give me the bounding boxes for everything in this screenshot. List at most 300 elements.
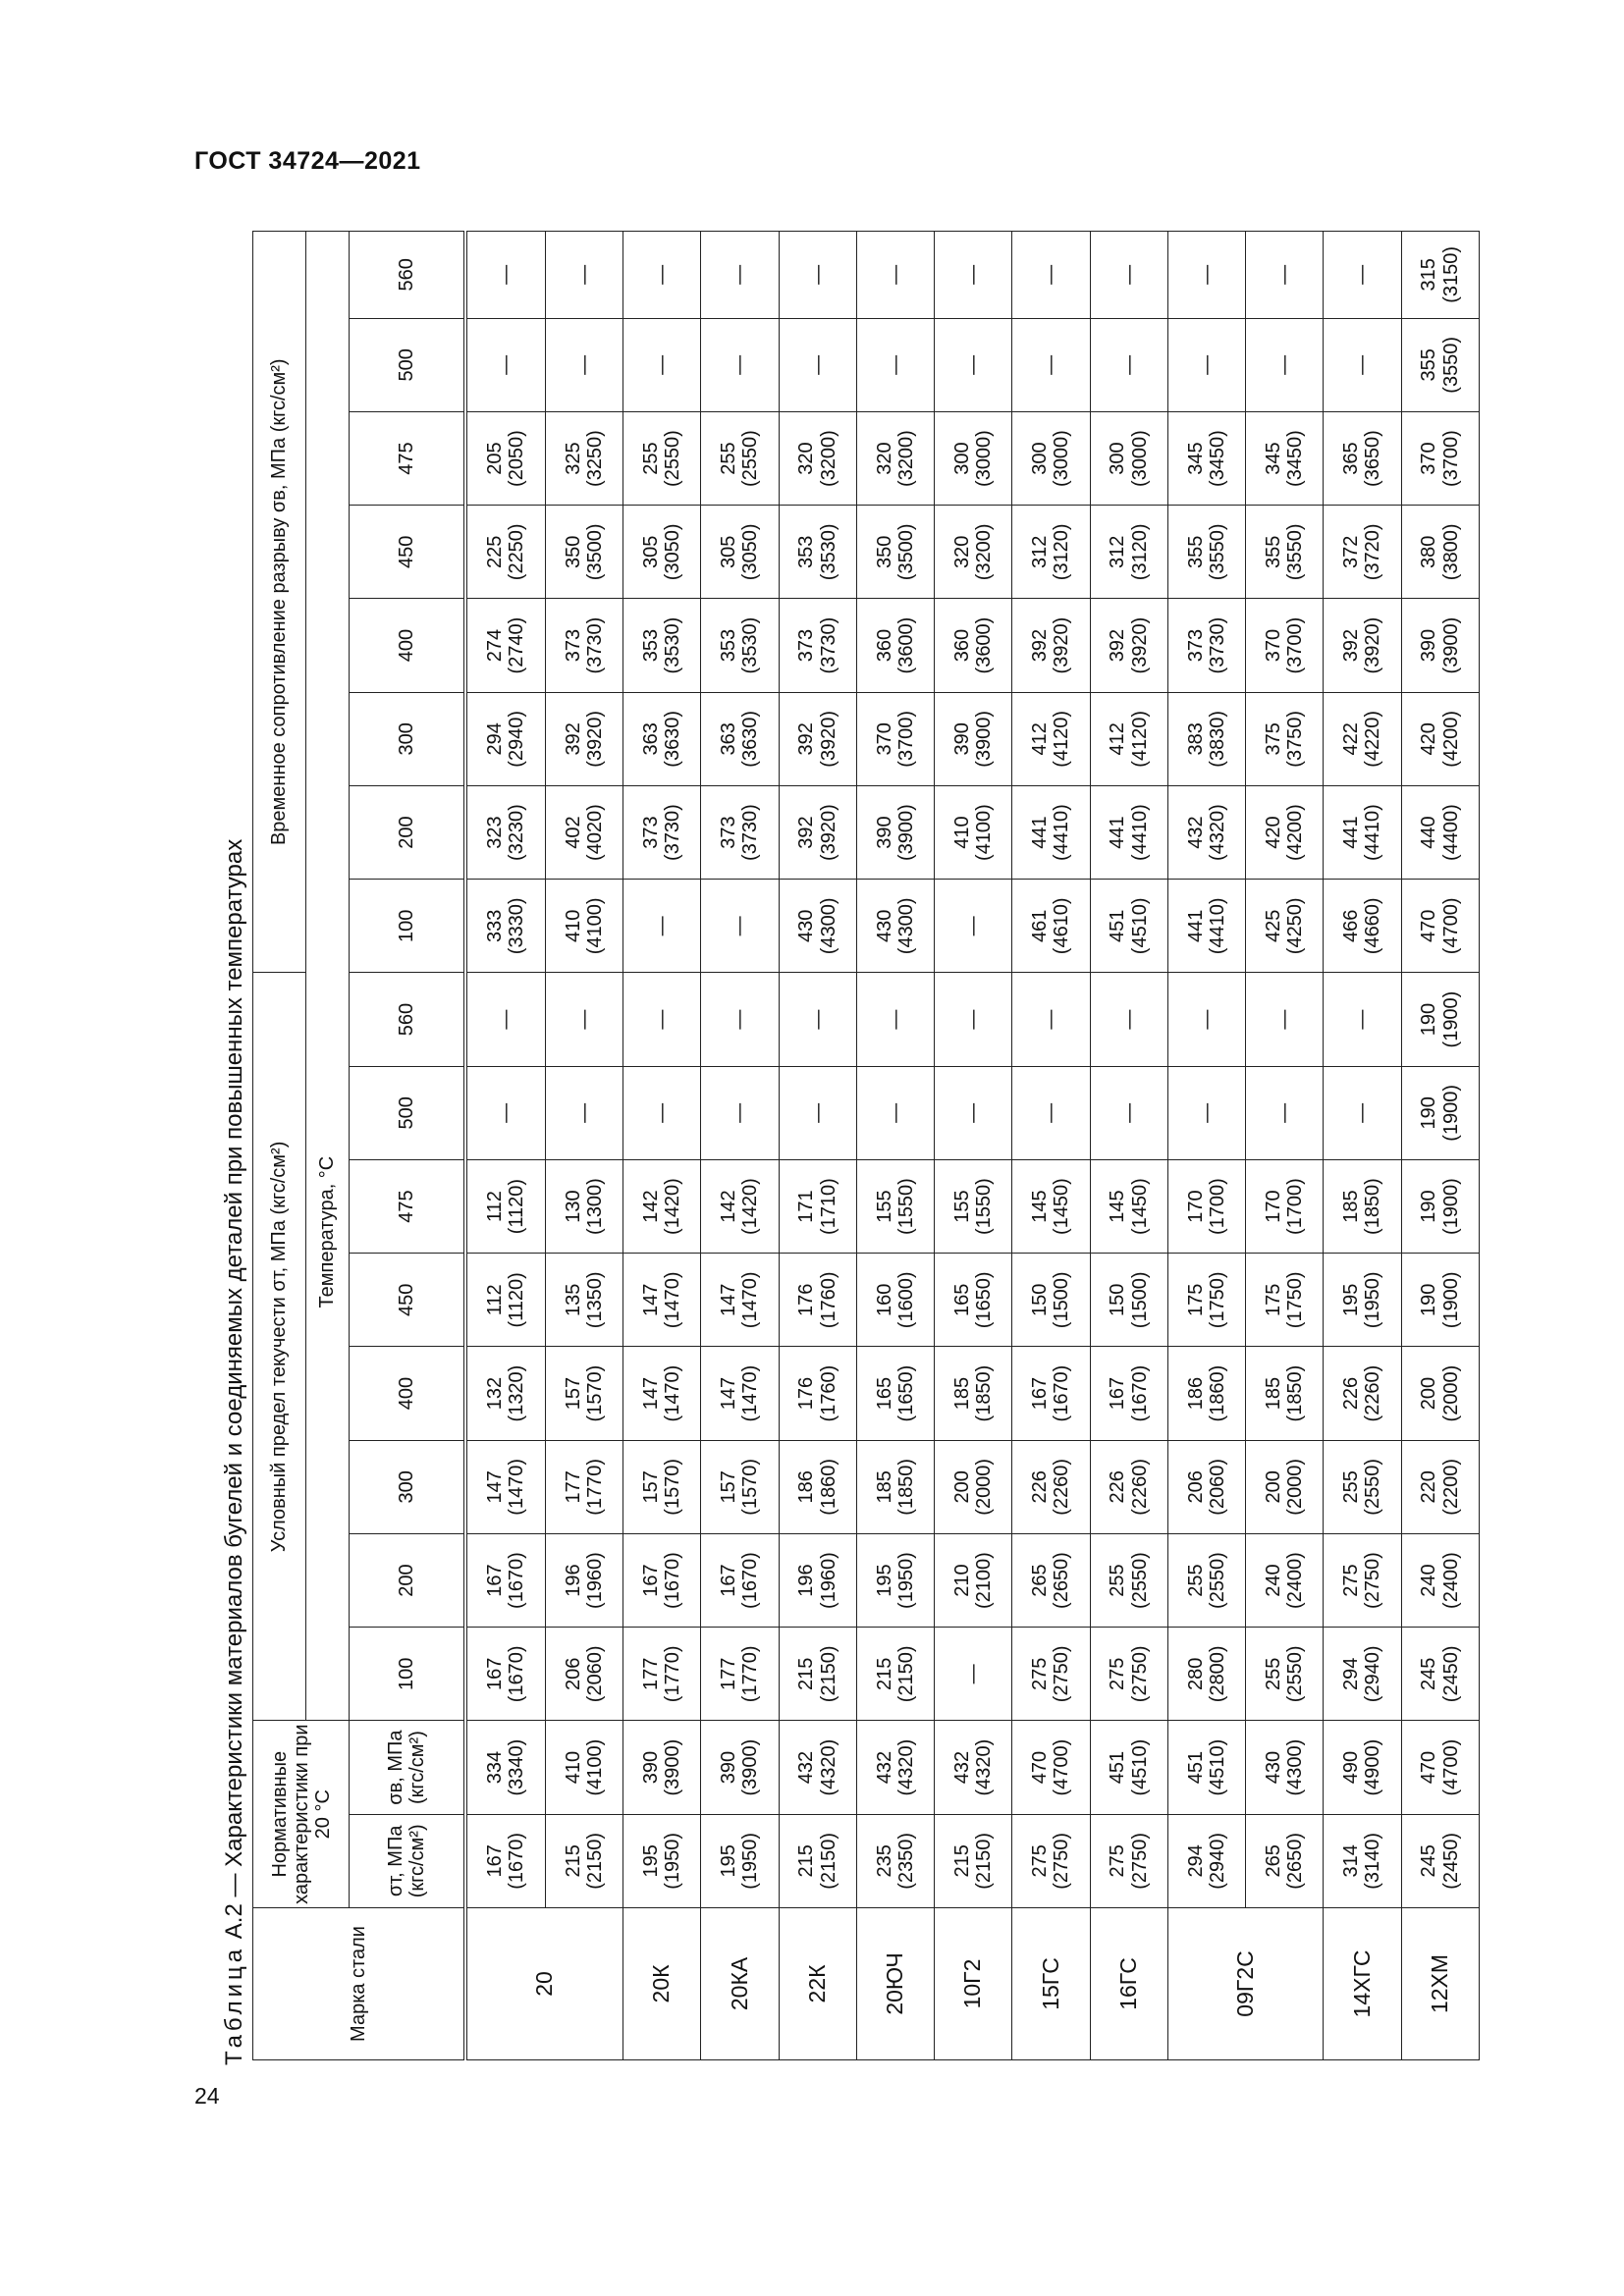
value-mpa: — xyxy=(1351,1009,1374,1030)
value-kgf: (3920) xyxy=(817,710,839,768)
value-mpa: 432 xyxy=(873,1750,895,1785)
value-cell xyxy=(701,1533,779,1627)
value-kgf: (4410) xyxy=(1206,897,1228,955)
value-mpa: 410 xyxy=(562,1750,584,1785)
yield-temp-450: 450 xyxy=(350,1254,465,1347)
value-mpa: 225 xyxy=(483,535,506,568)
value-mpa: 373 xyxy=(718,816,740,849)
value-mpa: 190 xyxy=(1418,1190,1440,1223)
value-cell xyxy=(465,1721,546,1814)
value-cell xyxy=(856,1440,934,1533)
value-mpa: 157 xyxy=(562,1376,584,1411)
value-cell xyxy=(701,411,779,505)
value-mpa: — xyxy=(1195,354,1218,375)
sigma-t-header: σт, МПа (кгс/см²) xyxy=(350,1814,465,1907)
value-cell xyxy=(1090,1440,1167,1533)
value-mpa: — xyxy=(729,354,751,375)
value-kgf: (4700) xyxy=(1439,897,1462,955)
value-mpa: 325 xyxy=(562,442,584,475)
value-cell xyxy=(701,232,779,319)
value-mpa: — xyxy=(1117,354,1140,375)
value-mpa: 372 xyxy=(1340,535,1363,568)
value-kgf: (1670) xyxy=(662,1552,684,1609)
table-row xyxy=(701,232,779,2060)
table-row xyxy=(1167,232,1245,2060)
value-cell xyxy=(623,232,701,319)
yield-temp-300: 300 xyxy=(350,1440,465,1533)
value-mpa: — xyxy=(806,1009,829,1030)
value-mpa: 255 xyxy=(1184,1564,1207,1597)
value-mpa: 220 xyxy=(1418,1470,1440,1504)
value-mpa: 430 xyxy=(1262,1750,1284,1785)
value-cell xyxy=(856,785,934,879)
value-mpa: 360 xyxy=(873,628,895,663)
value-cell xyxy=(545,880,623,973)
value-mpa: 390 xyxy=(1418,628,1440,663)
tensile-temp-400: 400 xyxy=(350,599,465,692)
value-mpa: — xyxy=(572,1009,595,1030)
value-kgf: (1850) xyxy=(973,1364,996,1422)
value-cell xyxy=(623,1254,701,1347)
value-cell xyxy=(1246,318,1324,411)
value-cell xyxy=(1246,599,1324,692)
value-cell xyxy=(856,1721,934,1814)
value-mpa: 373 xyxy=(562,628,584,663)
value-cell xyxy=(779,318,856,411)
value-mpa: 245 xyxy=(1418,1844,1440,1878)
value-cell xyxy=(935,318,1012,411)
value-kgf: (3120) xyxy=(1051,523,1073,581)
value-mpa: 215 xyxy=(562,1844,584,1878)
properties-table-wrapper xyxy=(252,231,1480,2060)
value-kgf: (1850) xyxy=(894,1458,917,1516)
value-kgf: (3340) xyxy=(506,1738,528,1796)
value-cell xyxy=(465,232,546,319)
value-kgf: (1950) xyxy=(894,1552,917,1609)
value-kgf: (4510) xyxy=(1206,1738,1228,1796)
value-cell xyxy=(779,880,856,973)
value-cell xyxy=(935,692,1012,785)
value-kgf: (3120) xyxy=(1128,523,1151,581)
value-cell xyxy=(623,599,701,692)
value-cell xyxy=(779,1533,856,1627)
value-mpa: 135 xyxy=(562,1283,584,1316)
value-kgf: (3500) xyxy=(894,523,917,581)
value-kgf: (1120) xyxy=(506,1272,528,1328)
value-kgf: (3530) xyxy=(662,616,684,674)
value-cell xyxy=(701,1628,779,1721)
value-kgf: (3750) xyxy=(1284,710,1307,768)
table-row xyxy=(1246,232,1324,2060)
value-cell xyxy=(779,1440,856,1533)
value-kgf: (2400) xyxy=(1439,1552,1462,1609)
value-cell xyxy=(935,1159,1012,1253)
value-mpa: — xyxy=(1195,1102,1218,1123)
value-kgf: (1570) xyxy=(662,1458,684,1516)
table-row xyxy=(623,232,701,2060)
value-mpa: 185 xyxy=(873,1470,895,1504)
value-kgf: (1470) xyxy=(506,1458,528,1516)
value-cell xyxy=(465,506,546,599)
value-cell xyxy=(1090,1066,1167,1159)
value-kgf: (3550) xyxy=(1439,336,1462,394)
value-cell xyxy=(1401,692,1479,785)
value-kgf: (1900) xyxy=(1439,1271,1462,1329)
value-kgf: (1450) xyxy=(1051,1178,1073,1235)
value-kgf: (2100) xyxy=(973,1552,996,1609)
yield-strength-header: Условный предел текучести σт, МПа (кгс/см²) xyxy=(253,973,306,1721)
value-cell xyxy=(701,599,779,692)
value-cell xyxy=(1246,1347,1324,1440)
value-mpa: 490 xyxy=(1340,1750,1363,1785)
value-kgf: (1770) xyxy=(739,1645,762,1703)
value-mpa: 350 xyxy=(873,535,895,568)
steel-grade-cell: 20ЮЧ xyxy=(856,1907,934,2059)
value-cell xyxy=(1090,692,1167,785)
value-cell xyxy=(1090,1347,1167,1440)
value-mpa: — xyxy=(962,1664,985,1684)
value-mpa: — xyxy=(1195,264,1218,285)
value-cell xyxy=(856,1347,934,1440)
steel-grade-cell: 14ХГС xyxy=(1324,1907,1401,2059)
value-cell xyxy=(1090,1254,1167,1347)
value-mpa: 160 xyxy=(873,1283,895,1316)
value-mpa: 392 xyxy=(1340,628,1363,663)
value-cell xyxy=(545,1159,623,1253)
value-cell xyxy=(935,1347,1012,1440)
value-mpa: 420 xyxy=(1262,816,1284,849)
value-mpa: — xyxy=(884,264,906,285)
value-mpa: — xyxy=(1040,264,1062,285)
value-kgf: (1950) xyxy=(662,1832,684,1890)
value-cell xyxy=(1090,411,1167,505)
value-cell xyxy=(856,1814,934,1907)
value-mpa: — xyxy=(962,916,985,936)
value-cell xyxy=(935,1066,1012,1159)
value-cell xyxy=(545,1721,623,1814)
value-mpa: 410 xyxy=(950,816,973,849)
value-mpa: 112 xyxy=(483,1284,506,1316)
value-mpa: — xyxy=(729,264,751,285)
value-mpa: 205 xyxy=(483,442,506,475)
value-kgf: (4100) xyxy=(973,804,996,861)
value-mpa: 333 xyxy=(483,909,506,942)
temperature-header: Температура, °С xyxy=(306,232,350,1721)
value-mpa: 190 xyxy=(1418,1283,1440,1316)
value-mpa: — xyxy=(1273,1102,1296,1123)
value-cell xyxy=(779,692,856,785)
value-mpa: — xyxy=(1117,1009,1140,1030)
value-cell xyxy=(701,1066,779,1159)
value-mpa: — xyxy=(1195,1009,1218,1030)
value-kgf: (4120) xyxy=(1051,710,1073,768)
value-mpa: 210 xyxy=(950,1564,973,1597)
value-cell xyxy=(935,1254,1012,1347)
value-cell xyxy=(701,1440,779,1533)
value-kgf: (3920) xyxy=(817,804,839,861)
value-mpa: 280 xyxy=(1184,1657,1207,1690)
value-mpa: 355 xyxy=(1262,535,1284,568)
value-kgf: (1570) xyxy=(739,1458,762,1516)
value-kgf: (2150) xyxy=(894,1645,917,1703)
value-kgf: (2050) xyxy=(506,430,528,487)
value-kgf: (1770) xyxy=(583,1458,606,1516)
value-cell xyxy=(1012,785,1090,879)
value-cell xyxy=(1401,973,1479,1066)
value-mpa: 470 xyxy=(1418,1750,1440,1785)
value-cell xyxy=(465,785,546,879)
value-kgf: (1700) xyxy=(1284,1178,1307,1235)
value-mpa: — xyxy=(1273,264,1296,285)
value-mpa: 265 xyxy=(1029,1564,1052,1597)
table-row xyxy=(1090,232,1167,2060)
value-mpa: — xyxy=(651,1009,674,1030)
value-mpa: 345 xyxy=(1184,442,1207,475)
steel-grade-cell: 09Г2С xyxy=(1167,1907,1324,2059)
value-mpa: 355 xyxy=(1418,348,1440,382)
value-cell xyxy=(1167,1440,1245,1533)
value-mpa: — xyxy=(494,1102,516,1123)
value-mpa: 390 xyxy=(873,816,895,849)
value-kgf: (3900) xyxy=(894,804,917,861)
properties-table xyxy=(252,231,1480,2060)
value-mpa: 175 xyxy=(1262,1283,1284,1316)
value-cell xyxy=(545,1254,623,1347)
value-cell xyxy=(856,880,934,973)
value-kgf: (1470) xyxy=(662,1271,684,1329)
value-mpa: — xyxy=(1040,1009,1062,1030)
value-kgf: (3450) xyxy=(1206,430,1228,487)
value-kgf: (2550) xyxy=(1206,1552,1228,1609)
value-kgf: (3700) xyxy=(1439,430,1462,487)
value-mpa: 432 xyxy=(795,1750,818,1785)
value-mpa: 274 xyxy=(483,628,506,663)
value-cell xyxy=(779,1254,856,1347)
value-cell xyxy=(1401,1440,1479,1533)
value-cell xyxy=(1324,232,1401,319)
value-kgf: (3920) xyxy=(1051,616,1073,674)
value-kgf: (1670) xyxy=(506,1552,528,1609)
value-kgf: (1670) xyxy=(1128,1364,1151,1422)
value-mpa: — xyxy=(651,1102,674,1123)
value-mpa: 196 xyxy=(795,1564,818,1597)
value-mpa: — xyxy=(1351,1102,1374,1123)
normative-header: Нормативные характеристики при 20 °С xyxy=(253,1721,350,1908)
tensile-temp-560: 560 xyxy=(350,232,465,319)
value-cell xyxy=(545,1814,623,1907)
value-kgf: (3900) xyxy=(973,710,996,768)
value-cell xyxy=(856,973,934,1066)
value-kgf: (3530) xyxy=(817,523,839,581)
value-kgf: (4300) xyxy=(894,897,917,955)
tensile-temp-450: 450 xyxy=(350,506,465,599)
value-cell xyxy=(1401,785,1479,879)
value-mpa: 451 xyxy=(1184,1750,1207,1785)
value-cell xyxy=(1012,880,1090,973)
value-cell xyxy=(1246,1440,1324,1533)
value-cell xyxy=(1324,1347,1401,1440)
value-mpa: 145 xyxy=(1107,1190,1129,1223)
value-mpa: 195 xyxy=(639,1844,662,1878)
tensile-temp-100: 100 xyxy=(350,880,465,973)
value-mpa: 275 xyxy=(1029,1844,1052,1878)
value-cell xyxy=(545,599,623,692)
value-mpa: 215 xyxy=(795,1844,818,1878)
value-cell xyxy=(779,1347,856,1440)
value-kgf: (4200) xyxy=(1439,710,1462,768)
value-mpa: — xyxy=(1351,264,1374,285)
value-kgf: (2260) xyxy=(1362,1364,1384,1422)
value-mpa: 312 xyxy=(1107,535,1129,568)
value-kgf: (2000) xyxy=(1439,1364,1462,1422)
value-kgf: (2550) xyxy=(1362,1458,1384,1516)
value-cell xyxy=(545,1440,623,1533)
value-cell xyxy=(1090,1814,1167,1907)
value-cell xyxy=(779,1721,856,1814)
value-mpa: 305 xyxy=(639,535,662,568)
value-cell xyxy=(935,1628,1012,1721)
value-cell xyxy=(1246,1066,1324,1159)
value-kgf: (2940) xyxy=(1362,1645,1384,1703)
table-row xyxy=(545,232,623,2060)
value-mpa: 147 xyxy=(718,1376,740,1411)
value-cell xyxy=(1012,411,1090,505)
value-kgf: (1760) xyxy=(817,1271,839,1329)
value-cell xyxy=(856,1533,934,1627)
value-kgf: (2000) xyxy=(1284,1458,1307,1516)
value-kgf: (1500) xyxy=(1051,1271,1073,1329)
value-kgf: (1420) xyxy=(662,1178,684,1235)
value-mpa: 370 xyxy=(1418,442,1440,475)
value-mpa: 312 xyxy=(1029,535,1052,568)
value-cell xyxy=(623,1066,701,1159)
value-kgf: (3000) xyxy=(1128,430,1151,487)
value-mpa: 215 xyxy=(873,1657,895,1690)
steel-grade-cell: 12ХМ xyxy=(1401,1907,1479,2059)
value-mpa: — xyxy=(1351,354,1374,375)
value-mpa: 314 xyxy=(1340,1844,1363,1878)
value-cell xyxy=(701,1159,779,1253)
value-cell xyxy=(465,599,546,692)
value-kgf: (2550) xyxy=(1128,1552,1151,1609)
value-kgf: (2550) xyxy=(1284,1645,1307,1703)
table-row xyxy=(935,232,1012,2060)
value-cell xyxy=(545,318,623,411)
value-kgf: (4120) xyxy=(1128,710,1151,768)
value-cell xyxy=(1324,1721,1401,1814)
value-mpa: 294 xyxy=(1340,1657,1363,1690)
value-cell xyxy=(1246,973,1324,1066)
value-cell xyxy=(623,880,701,973)
value-kgf: (1750) xyxy=(1284,1271,1307,1329)
value-cell xyxy=(1401,1254,1479,1347)
value-kgf: (3730) xyxy=(583,616,606,674)
value-kgf: (1950) xyxy=(739,1832,762,1890)
value-kgf: (3830) xyxy=(1206,710,1228,768)
value-kgf: (3600) xyxy=(894,616,917,674)
value-cell xyxy=(545,1533,623,1627)
value-mpa: 255 xyxy=(1107,1564,1129,1597)
value-cell xyxy=(1246,1814,1324,1907)
value-cell xyxy=(1167,1533,1245,1627)
yield-temp-475: 475 xyxy=(350,1159,465,1253)
value-cell xyxy=(1167,1721,1245,1814)
value-cell xyxy=(545,1347,623,1440)
value-mpa: 392 xyxy=(562,722,584,756)
value-cell xyxy=(935,973,1012,1066)
value-mpa: 451 xyxy=(1107,909,1129,942)
value-kgf: (2650) xyxy=(1051,1552,1073,1609)
value-cell xyxy=(935,411,1012,505)
value-kgf: (2750) xyxy=(1128,1832,1151,1890)
value-cell xyxy=(779,232,856,319)
value-mpa: 155 xyxy=(873,1190,895,1223)
value-mpa: 470 xyxy=(1418,909,1440,942)
value-cell xyxy=(1167,973,1245,1066)
value-kgf: (4510) xyxy=(1128,1738,1151,1796)
value-kgf: (1120) xyxy=(506,1178,528,1235)
value-mpa: 392 xyxy=(1029,628,1052,663)
value-kgf: (2150) xyxy=(973,1832,996,1890)
value-cell xyxy=(545,506,623,599)
value-kgf: (4100) xyxy=(583,1738,606,1796)
value-cell xyxy=(779,1814,856,1907)
value-kgf: (4300) xyxy=(1284,1738,1307,1796)
value-cell xyxy=(1167,318,1245,411)
tensile-temp-300: 300 xyxy=(350,692,465,785)
tensile-temp-200: 200 xyxy=(350,785,465,879)
value-mpa: 150 xyxy=(1107,1283,1129,1316)
value-kgf: (1650) xyxy=(973,1271,996,1329)
value-kgf: (3140) xyxy=(1362,1832,1384,1890)
value-cell xyxy=(545,1628,623,1721)
value-kgf: (2650) xyxy=(1284,1832,1307,1890)
value-mpa: 360 xyxy=(950,628,973,663)
value-kgf: (3730) xyxy=(817,616,839,674)
table-caption-text: А.2 — Характеристики материалов бугелей и соединяемых деталей при повышенных температурах xyxy=(221,838,247,1940)
value-kgf: (4250) xyxy=(1284,897,1307,955)
value-kgf: (4320) xyxy=(894,1738,917,1796)
table-row xyxy=(1401,232,1479,2060)
value-mpa: 245 xyxy=(1418,1657,1440,1690)
value-mpa: 470 xyxy=(1029,1750,1052,1785)
value-cell xyxy=(1401,411,1479,505)
value-mpa: 145 xyxy=(1029,1190,1052,1223)
value-cell xyxy=(1090,785,1167,879)
value-kgf: (3720) xyxy=(1362,523,1384,581)
value-mpa: 440 xyxy=(1418,816,1440,849)
value-kgf: (3200) xyxy=(894,430,917,487)
value-mpa: 240 xyxy=(1262,1564,1284,1597)
value-mpa: 226 xyxy=(1107,1470,1129,1504)
value-kgf: (4610) xyxy=(1051,897,1073,955)
value-cell xyxy=(545,692,623,785)
value-mpa: — xyxy=(494,354,516,375)
value-kgf: (1670) xyxy=(739,1552,762,1609)
value-cell xyxy=(1401,1721,1479,1814)
value-kgf: (2940) xyxy=(506,710,528,768)
value-cell xyxy=(1090,318,1167,411)
value-cell xyxy=(856,1254,934,1347)
value-cell xyxy=(1090,1721,1167,1814)
steel-grade-cell: 15ГС xyxy=(1012,1907,1090,2059)
value-cell xyxy=(701,318,779,411)
value-mpa: 363 xyxy=(718,722,740,756)
value-mpa: 353 xyxy=(639,628,662,663)
value-cell xyxy=(465,1066,546,1159)
value-kgf: (3900) xyxy=(1439,616,1462,674)
value-cell xyxy=(856,1066,934,1159)
